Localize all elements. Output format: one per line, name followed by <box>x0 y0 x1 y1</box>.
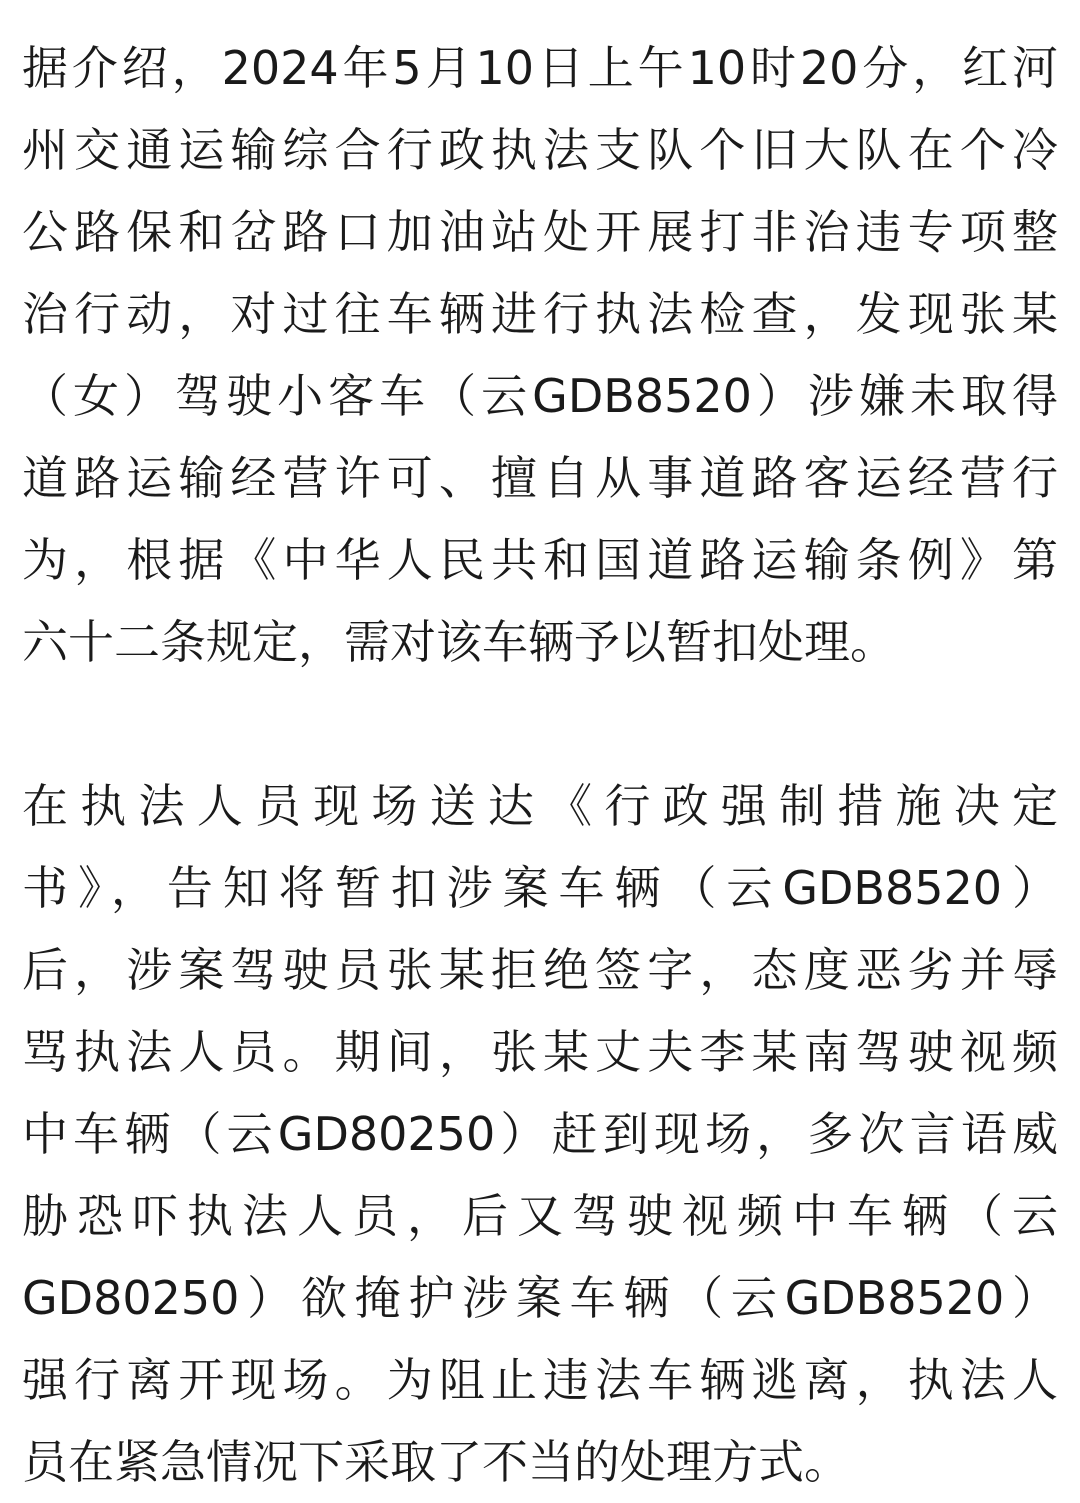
text-line: 后，涉案驾驶员张某拒绝签字，态度恶劣并辱 <box>22 943 1058 997</box>
text-line: 中车辆（云GD80250）赶到现场，多次言语威 <box>22 1107 1058 1161</box>
article-body <box>22 27 1058 1503</box>
paragraph-1 <box>22 27 1058 683</box>
text-line: 为，根据《中华人民共和国道路运输条例》第 <box>22 533 1058 587</box>
text-line: 公路保和岔路口加油站处开展打非治违专项整 <box>22 205 1058 259</box>
text-line: 道路运输经营许可、擅自从事道路客运经营行 <box>22 451 1058 505</box>
text-line: 强行离开现场。为阻止违法车辆逃离，执法人 <box>22 1353 1058 1407</box>
text-line: 书》，告知将暂扣涉案车辆（云GDB8520） <box>22 861 1058 915</box>
text-line: 州交通运输综合行政执法支队个旧大队在个冷 <box>22 123 1058 177</box>
text-line: 骂执法人员。期间，张某丈夫李某南驾驶视频 <box>22 1025 1058 1079</box>
text-line: （女）驾驶小客车（云GDB8520）涉嫌未取得 <box>22 369 1058 423</box>
paragraph-spacer <box>22 683 1058 765</box>
text-line: 治行动，对过往车辆进行执法检查，发现张某 <box>22 287 1058 341</box>
text-line: GD80250）欲掩护涉案车辆（云GDB8520） <box>22 1271 1058 1325</box>
text-line: 员在紧急情况下采取了不当的处理方式。 <box>22 1435 850 1489</box>
text-line: 据介绍，2024年5月10日上午10时20分，红河 <box>22 41 1058 95</box>
text-line: 六十二条规定，需对该车辆予以暂扣处理。 <box>22 615 896 669</box>
paragraph-2 <box>22 765 1058 1503</box>
text-line: 在执法人员现场送达《行政强制措施决定 <box>22 779 1058 833</box>
text-line: 胁恐吓执法人员，后又驾驶视频中车辆（云 <box>22 1189 1058 1243</box>
